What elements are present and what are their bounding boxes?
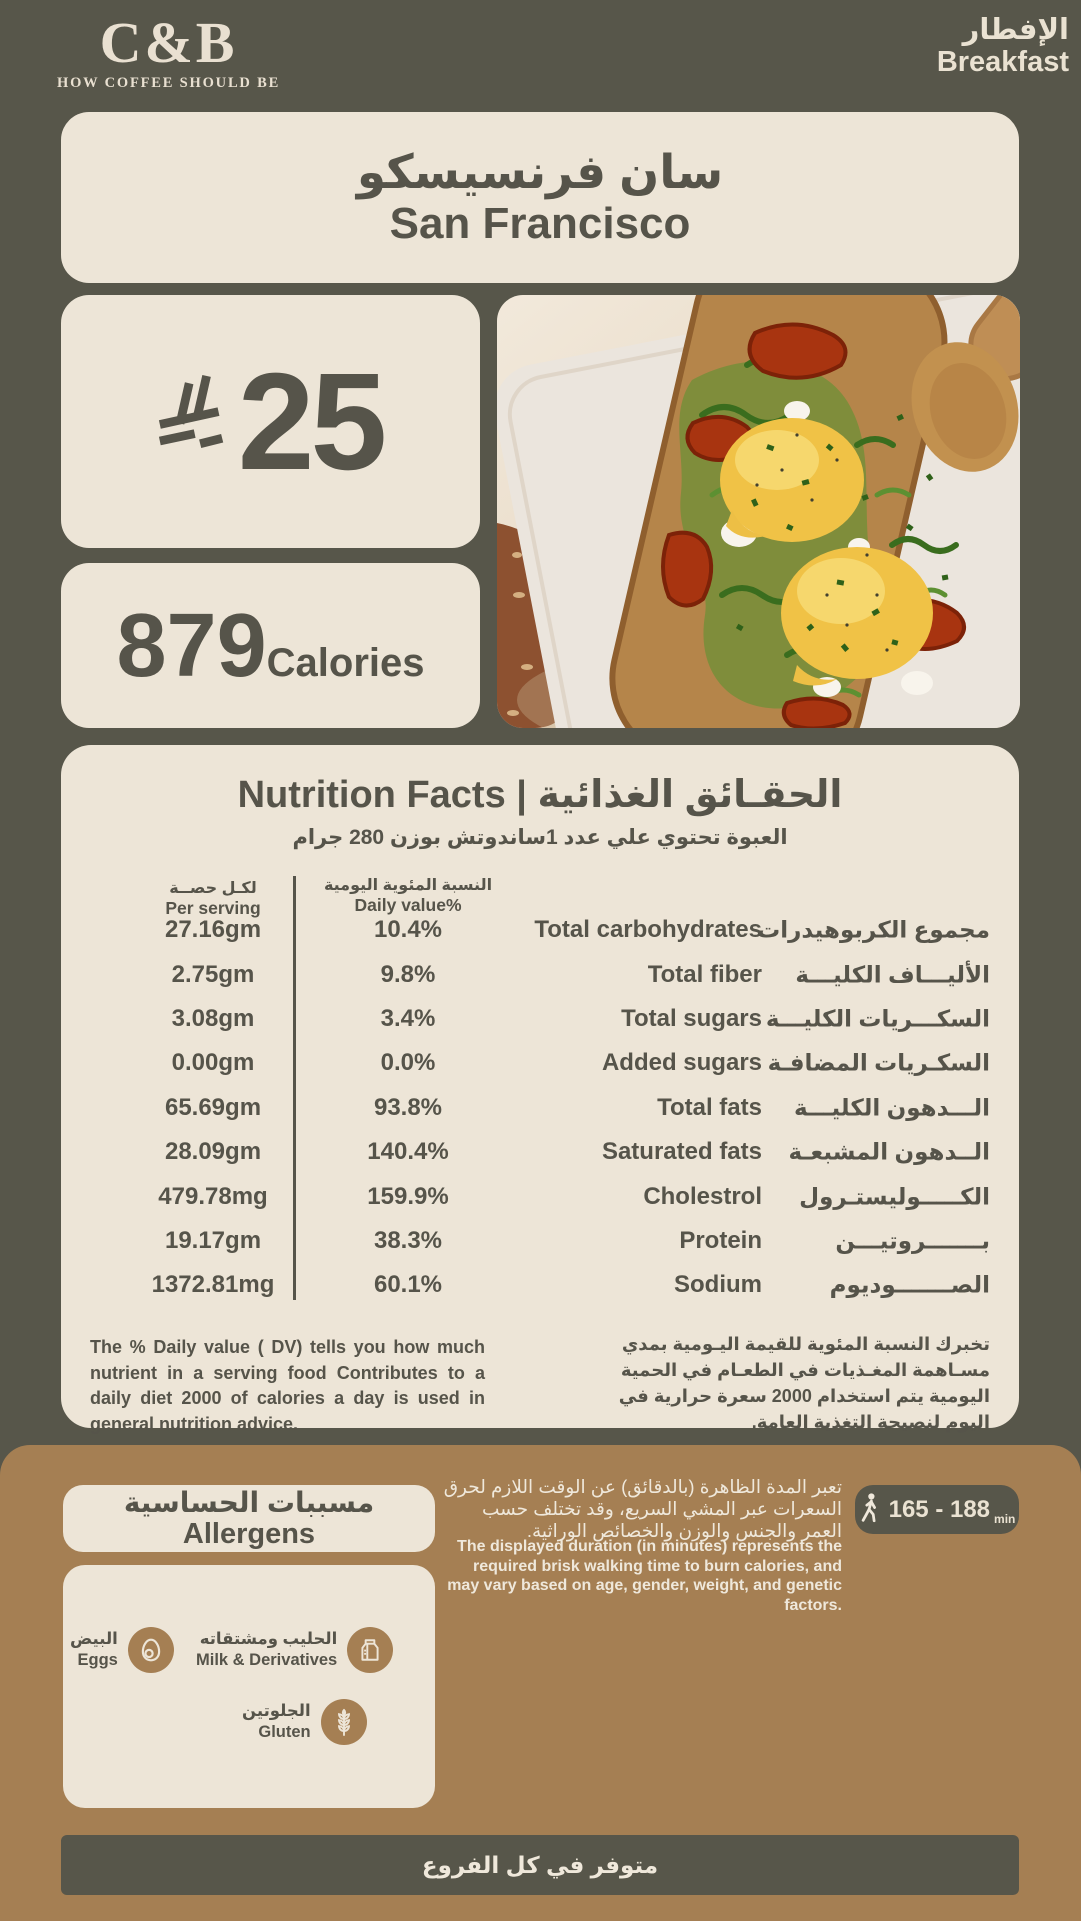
table-row: 27.16gm 10.4% Total carbohydrates مجموع الكربوهيدرات	[164, 916, 990, 944]
category-label	[937, 14, 1069, 79]
allergen-item-milk: الحليب ومشتقاته Milk & Derivatives	[196, 1627, 393, 1673]
column-header-per-serving: لكـل حصــة Per serving	[165, 880, 261, 919]
table-row: 19.17gm 38.3% Protein بـــــــروتيـــن	[164, 1226, 990, 1254]
calories-value: 879	[116, 595, 267, 696]
item-name-english: San Francisco	[389, 199, 691, 249]
availability-text: متوفر في كل الفروع	[421, 1851, 659, 1878]
nutrition-table	[61, 908, 1019, 1308]
table-row: 1372.81mg 60.1% Sodium الصـــــــوديوم	[151, 1271, 990, 1299]
availability-bar	[61, 1835, 1019, 1895]
price-value: 25	[237, 344, 384, 499]
table-row: 2.75gm 9.8% Total fiber الأليـــاف الكليـــة	[171, 960, 990, 988]
allergens-title-ar: مسببات الحساسية	[123, 1486, 375, 1518]
walking-note-arabic: تعبر المدة الظاهرة (بالدقائق) عن الوقت اللازم لحرق السعرات عبر المشي السريع، وقد تختلف حسب العمر والجنس والوزن والخصائص الوراثية.	[443, 1476, 842, 1541]
brand-logo	[57, 10, 281, 92]
allergen-item-gluten: الجلوتين Gluten	[242, 1699, 367, 1745]
egg-icon	[128, 1627, 174, 1673]
daily-value-footnote-arabic: تخبرك النسبة المئوية للقيمة اليـومية بمدي مسـاهمة المغـذيات في الطعـام في الحمية اليومية يتم استخدام 2000 سعرة حرارية في اليوم لنصيحة التغذية العامة.	[618, 1334, 990, 1433]
calories-card	[61, 563, 480, 728]
walking-time-badge	[855, 1485, 1019, 1534]
allergens-header-card	[63, 1485, 435, 1552]
daily-value-footnote-english: The % Daily value ( DV) tells you how much nutrient in a serving food Contributes to a daily diet 2000 of calories a day is used in general nutrition advice.	[90, 1337, 485, 1435]
category-label-en: Breakfast	[936, 46, 1069, 79]
calories-label: Calories	[266, 640, 425, 685]
walking-note-english: The displayed duration (in minutes) represents the required brisk walking time to burn calories, and may vary based on age, gender, weight, and genetic factors.	[447, 1538, 842, 1614]
wheat-icon	[321, 1699, 367, 1745]
allergens-list-card	[63, 1565, 435, 1808]
walking-time-unit: min	[994, 1512, 1016, 1526]
category-label-ar: الإفطار	[962, 14, 1069, 46]
table-row: 3.08gm 3.4% Total sugars السكـــريات الكليـــة	[171, 1004, 990, 1032]
table-row: 479.78mg 159.9% Cholestrol الكـــــوليستـرول	[158, 1182, 990, 1210]
table-row: 65.69gm 93.8% Total fats الـــدهون الكليـــة	[164, 1093, 990, 1121]
item-name-arabic: سان فرنسيسكو	[356, 145, 724, 199]
saudi-riyal-currency-icon	[158, 373, 224, 470]
walking-person-icon	[859, 1492, 881, 1528]
milk-carton-icon	[347, 1627, 393, 1673]
brand-tagline: HOW COFFEE SHOULD BE	[57, 75, 281, 91]
food-photo	[497, 295, 1020, 728]
column-header-daily-value: النسبة المئوية اليومية Daily value%	[323, 877, 493, 916]
walking-time-range: 165 - 188	[888, 1495, 991, 1523]
table-row: 28.09gm 140.4% Saturated fats الــدهون المشبعـة	[164, 1138, 990, 1166]
allergens-title-en: Allergens	[182, 1517, 316, 1550]
price-card	[61, 295, 480, 548]
brand-logo-text: C&B	[99, 10, 238, 75]
item-title-card	[61, 112, 1019, 283]
table-row: 0.00gm 0.0% Added sugars السكـريات المضافـة	[171, 1049, 990, 1077]
allergen-item-eggs: البيض Eggs	[70, 1627, 174, 1673]
nutrition-subtitle: العبوة تحتوي علي عدد 1ساندوتش بوزن 280 جرام	[292, 826, 788, 849]
nutrition-facts-card	[61, 745, 1019, 1435]
nutrition-title: Nutrition Facts | الحقـائق الغذائية	[237, 774, 843, 816]
